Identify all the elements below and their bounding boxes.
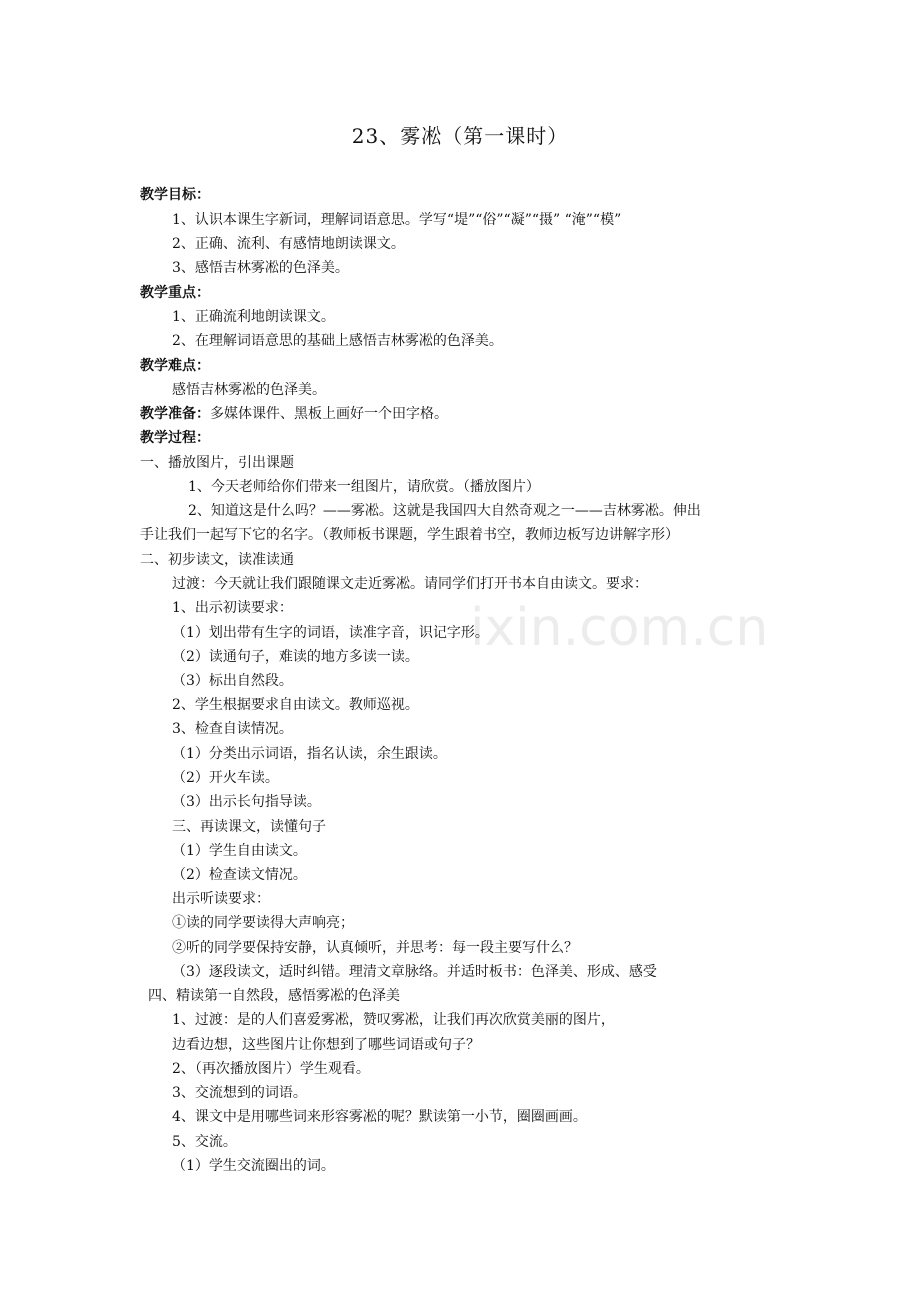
- heading-label: 教学重点：: [140, 285, 210, 301]
- body-line: [172, 647, 419, 667]
- line-text: 2、正确、流利、有感情地朗读课文。: [172, 236, 405, 252]
- section-heading: [140, 185, 210, 205]
- line-text: （3）标出自然段。: [172, 673, 293, 689]
- body-line: [140, 453, 294, 473]
- section-heading: [140, 428, 210, 448]
- body-line: [172, 1035, 480, 1055]
- body-line: [140, 550, 294, 570]
- line-text: 2、（再次播放图片）学生观看。: [172, 1061, 370, 1077]
- line-text: （1）学生交流圈出的词。: [172, 1158, 335, 1174]
- body-line: [172, 331, 503, 351]
- line-text: 出示听读要求：: [172, 891, 270, 907]
- line-text: 3、检查自读情况。: [172, 721, 293, 737]
- line-text: 1、正确流利地朗读课文。: [172, 309, 335, 325]
- line-text: 2、学生根据要求自由读文。教师巡视。: [172, 697, 419, 713]
- body-line: [172, 913, 354, 933]
- line-text: 3、交流想到的词语。: [172, 1085, 307, 1101]
- line-text: （3）逐段读文，适时纠错。理清文章脉络。并适时板书：色泽美、形成、感受: [172, 964, 657, 980]
- body-line: [172, 719, 293, 739]
- section-heading: [140, 356, 210, 376]
- line-text: 过渡：今天就让我们跟随课文走近雾凇。请同学们打开书本自由读文。要求：: [172, 576, 648, 592]
- body-line: [172, 841, 307, 861]
- heading-label: 教学过程：: [140, 430, 210, 446]
- body-line: [172, 768, 279, 788]
- body-line: [172, 574, 648, 594]
- heading-label: 教学难点：: [140, 358, 210, 374]
- body-line: [172, 1010, 615, 1030]
- body-line: [188, 501, 701, 521]
- line-text: 感悟吉林雾凇的色泽美。: [172, 382, 326, 398]
- line-text: （2）开火车读。: [172, 770, 279, 786]
- body-line: [172, 744, 447, 764]
- body-line: [172, 1107, 587, 1127]
- line-text: 1、认识本课生字新词，理解词语意思。学写“堤”“俗”“凝”“摄” “淹”“模”: [172, 212, 622, 228]
- body-line: [172, 962, 657, 982]
- line-text: 4、课文中是用哪些词来形容雾凇的呢？默读第一小节，圈圈画画。: [172, 1109, 587, 1125]
- body-line: [172, 792, 321, 812]
- body-line: [172, 234, 405, 254]
- body-line: [172, 210, 621, 230]
- body-line: [172, 1083, 307, 1103]
- body-line: [172, 817, 326, 837]
- line-text: （2）读通句子，难读的地方多读一读。: [172, 649, 419, 665]
- line-text: （1）学生自由读文。: [172, 843, 307, 859]
- line-text: 一、播放图片，引出课题: [140, 455, 294, 471]
- body-line: [172, 695, 419, 715]
- line-text: 手让我们一起写下它的名字。（教师板书课题，学生跟着书空，教师边板写边讲解字形）: [140, 527, 679, 543]
- line-text: 5、交流。: [172, 1134, 237, 1150]
- line-text: 2、在理解词语意思的基础上感悟吉林雾凇的色泽美。: [172, 333, 503, 349]
- body-line: [188, 477, 540, 497]
- body-line: [172, 889, 270, 909]
- body-line: [148, 986, 400, 1006]
- line-text: 四、精读第一自然段，感悟雾凇的色泽美: [148, 988, 400, 1004]
- body-line: [172, 938, 578, 958]
- body-line: [172, 1059, 370, 1079]
- line-text: 1、今天老师给你们带来一组图片，请欣赏。（播放图片）: [188, 479, 540, 495]
- watermark: ixin.com.cn: [470, 598, 769, 658]
- section-heading: [140, 404, 448, 424]
- body-line: [140, 525, 679, 545]
- page-title: 23、雾凇（第一课时）: [351, 124, 569, 148]
- line-text: 2、知道这是什么吗？——雾凇。这就是我国四大自然奇观之一——吉林雾凇。伸出: [188, 503, 701, 519]
- line-text: ①读的同学要读得大声响亮；: [172, 915, 354, 931]
- line-text: 边看边想，这些图片让你想到了哪些词语或句子？: [172, 1037, 480, 1053]
- body-line: [172, 307, 335, 327]
- body-line: [172, 1132, 237, 1152]
- line-text: 1、出示初读要求：: [172, 600, 293, 616]
- body-line: [172, 1156, 335, 1176]
- line-text: 二、初步读文，读准读通: [140, 552, 294, 568]
- line-text: 三、再读课文，读懂句子: [172, 819, 326, 835]
- section-heading: [140, 283, 210, 303]
- heading-value: 多媒体课件、黑板上画好一个田字格。: [210, 406, 448, 422]
- line-text: 3、感悟吉林雾凇的色泽美。: [172, 260, 349, 276]
- line-text: ②听的同学要保持安静，认真倾听，并思考：每一段主要写什么？: [172, 940, 578, 956]
- body-line: [172, 258, 349, 278]
- body-line: [172, 598, 293, 618]
- heading-label: 教学目标：: [140, 187, 210, 203]
- heading-label: 教学准备：: [140, 406, 210, 422]
- line-text: （1）分类出示词语，指名认读，余生跟读。: [172, 746, 447, 762]
- line-text: （3）出示长句指导读。: [172, 794, 321, 810]
- body-line: [172, 623, 489, 643]
- line-text: （1）划出带有生字的词语，读准字音，识记字形。: [172, 625, 489, 641]
- body-line: [172, 380, 326, 400]
- line-text: 1、过渡：是的人们喜爱雾凇，赞叹雾凇，让我们再次欣赏美丽的图片，: [172, 1012, 615, 1028]
- body-line: [172, 671, 293, 691]
- line-text: （2）检查读文情况。: [172, 867, 307, 883]
- body-line: [172, 865, 307, 885]
